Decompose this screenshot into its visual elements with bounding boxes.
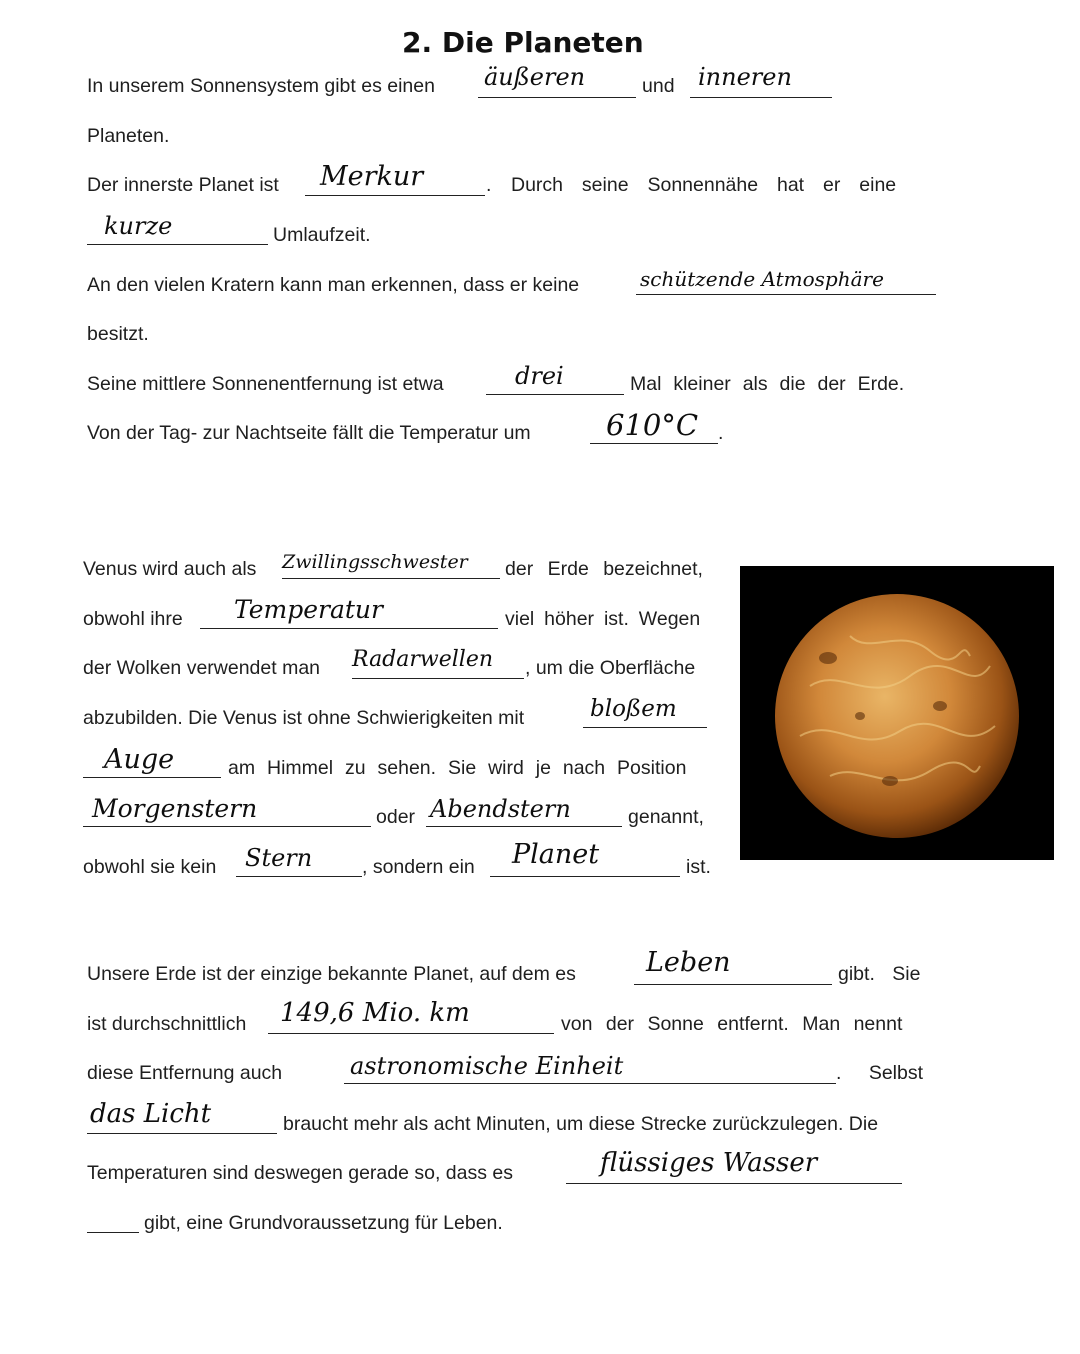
handwritten-answer: Auge <box>104 744 175 775</box>
erde-text-1-cont: gibt. Sie <box>838 963 921 985</box>
venus-text-1: Venus wird auch als <box>83 558 257 580</box>
erde-text-1: Unsere Erde ist der einzige bekannte Planet, auf dem es <box>87 963 576 985</box>
venus-text-3-cont: , um die Oberfläche <box>525 657 696 679</box>
merkur-text-8-dot: . <box>718 422 724 444</box>
handwritten-answer: Zwillingsschwester <box>282 551 468 573</box>
blank-line <box>87 1232 139 1233</box>
merkur-text-5: An den vielen Kratern kann man erkennen, dass er keine <box>87 274 580 296</box>
blank-line <box>268 1033 554 1034</box>
handwritten-answer: Stern <box>245 844 313 872</box>
merkur-text-7: Seine mittlere Sonnenentfernung ist etwa <box>87 373 444 395</box>
handwritten-answer: kurze <box>104 212 173 240</box>
blank-line <box>486 394 624 395</box>
venus-text-3: der Wolken verwendet man <box>83 657 321 679</box>
venus-text-2: obwohl ihre <box>83 608 183 630</box>
erde-text-3: diese Entfernung auch <box>87 1062 283 1084</box>
handwritten-answer: astronomische Einheit <box>350 1052 624 1080</box>
blank-line <box>426 826 622 827</box>
handwritten-answer: bloßem <box>590 696 677 722</box>
merkur-text-3-dot: . <box>486 174 492 196</box>
handwritten-answer: äußeren <box>484 63 586 91</box>
handwritten-answer: Leben <box>646 947 731 978</box>
handwritten-answer: schützende Atmosphäre <box>640 267 884 291</box>
erde-text-2: ist durchschnittlich <box>87 1013 247 1035</box>
handwritten-answer: das Licht <box>90 1099 212 1129</box>
merkur-text-4: Umlaufzeit. <box>273 224 371 246</box>
page-title: 2. Die Planeten <box>402 26 644 59</box>
venus-text-7-cont: , sondern ein <box>362 856 475 878</box>
venus-text-2-cont: viel höher ist. Wegen <box>505 608 701 630</box>
erde-text-3-cont: . Selbst <box>836 1062 924 1084</box>
erde-text-2-cont: von der Sonne entfernt. Man nennt <box>561 1013 903 1035</box>
blank-line <box>352 678 524 679</box>
blank-line <box>344 1083 836 1084</box>
handwritten-answer: Morgenstern <box>92 794 258 823</box>
merkur-text-1: In unserem Sonnensystem gibt es einen <box>87 75 435 97</box>
handwritten-answer: Merkur <box>320 161 424 192</box>
erde-text-5: Temperaturen sind deswegen gerade so, dass es <box>87 1162 514 1184</box>
blank-line <box>87 244 268 245</box>
venus-planet-image <box>740 566 1054 860</box>
handwritten-answer: Abendstern <box>430 795 571 823</box>
handwritten-answer: 610°C <box>606 408 699 442</box>
handwritten-answer: flüssiges Wasser <box>600 1148 818 1178</box>
merkur-text-3-cont: Durch seine Sonnennähe hat er eine <box>511 174 897 196</box>
blank-line <box>83 826 371 827</box>
erde-text-4: braucht mehr als acht Minuten, um diese Strecke zurückzulegen. Die <box>283 1113 879 1135</box>
venus-text-6-cont: genannt, <box>628 806 704 828</box>
blank-line <box>636 294 936 295</box>
venus-text-5: am Himmel zu sehen. Sie wird je nach Position <box>228 757 687 779</box>
blank-line <box>566 1183 902 1184</box>
blank-line <box>478 97 636 98</box>
blank-line <box>282 578 500 579</box>
handwritten-answer: Radarwellen <box>352 647 494 672</box>
merkur-text-6: besitzt. <box>87 323 149 345</box>
erde-text-6: gibt, eine Grundvoraussetzung für Leben. <box>144 1212 503 1234</box>
blank-line <box>583 727 707 728</box>
venus-text-4: abzubilden. Die Venus ist ohne Schwierigkeiten mit <box>83 707 525 729</box>
blank-line <box>305 195 485 196</box>
blank-line <box>83 777 221 778</box>
merkur-text-2: Planeten. <box>87 125 170 147</box>
handwritten-answer: Temperatur <box>234 595 383 624</box>
venus-planet-icon <box>740 566 1054 860</box>
handwritten-answer: inneren <box>698 63 792 91</box>
venus-text-6: oder <box>376 806 416 828</box>
blank-line <box>590 443 718 444</box>
handwritten-answer: Planet <box>512 839 600 870</box>
handwritten-answer: drei <box>515 362 564 390</box>
merkur-text-und: und <box>642 75 675 97</box>
blank-line <box>690 97 832 98</box>
venus-text-1-cont: der Erde bezeichnet, <box>505 558 703 580</box>
venus-text-7-end: ist. <box>686 856 711 878</box>
blank-line <box>236 876 362 877</box>
merkur-text-7-cont: Mal kleiner als die der Erde. <box>630 373 905 395</box>
merkur-text-8: Von der Tag- zur Nachtseite fällt die Temperatur um <box>87 422 531 444</box>
blank-line <box>490 876 680 877</box>
blank-line <box>87 1133 277 1134</box>
blank-line <box>200 628 498 629</box>
handwritten-answer: 149,6 Mio. km <box>280 998 470 1028</box>
blank-line <box>634 984 832 985</box>
venus-text-7: obwohl sie kein <box>83 856 217 878</box>
merkur-text-3: Der innerste Planet ist <box>87 174 279 196</box>
